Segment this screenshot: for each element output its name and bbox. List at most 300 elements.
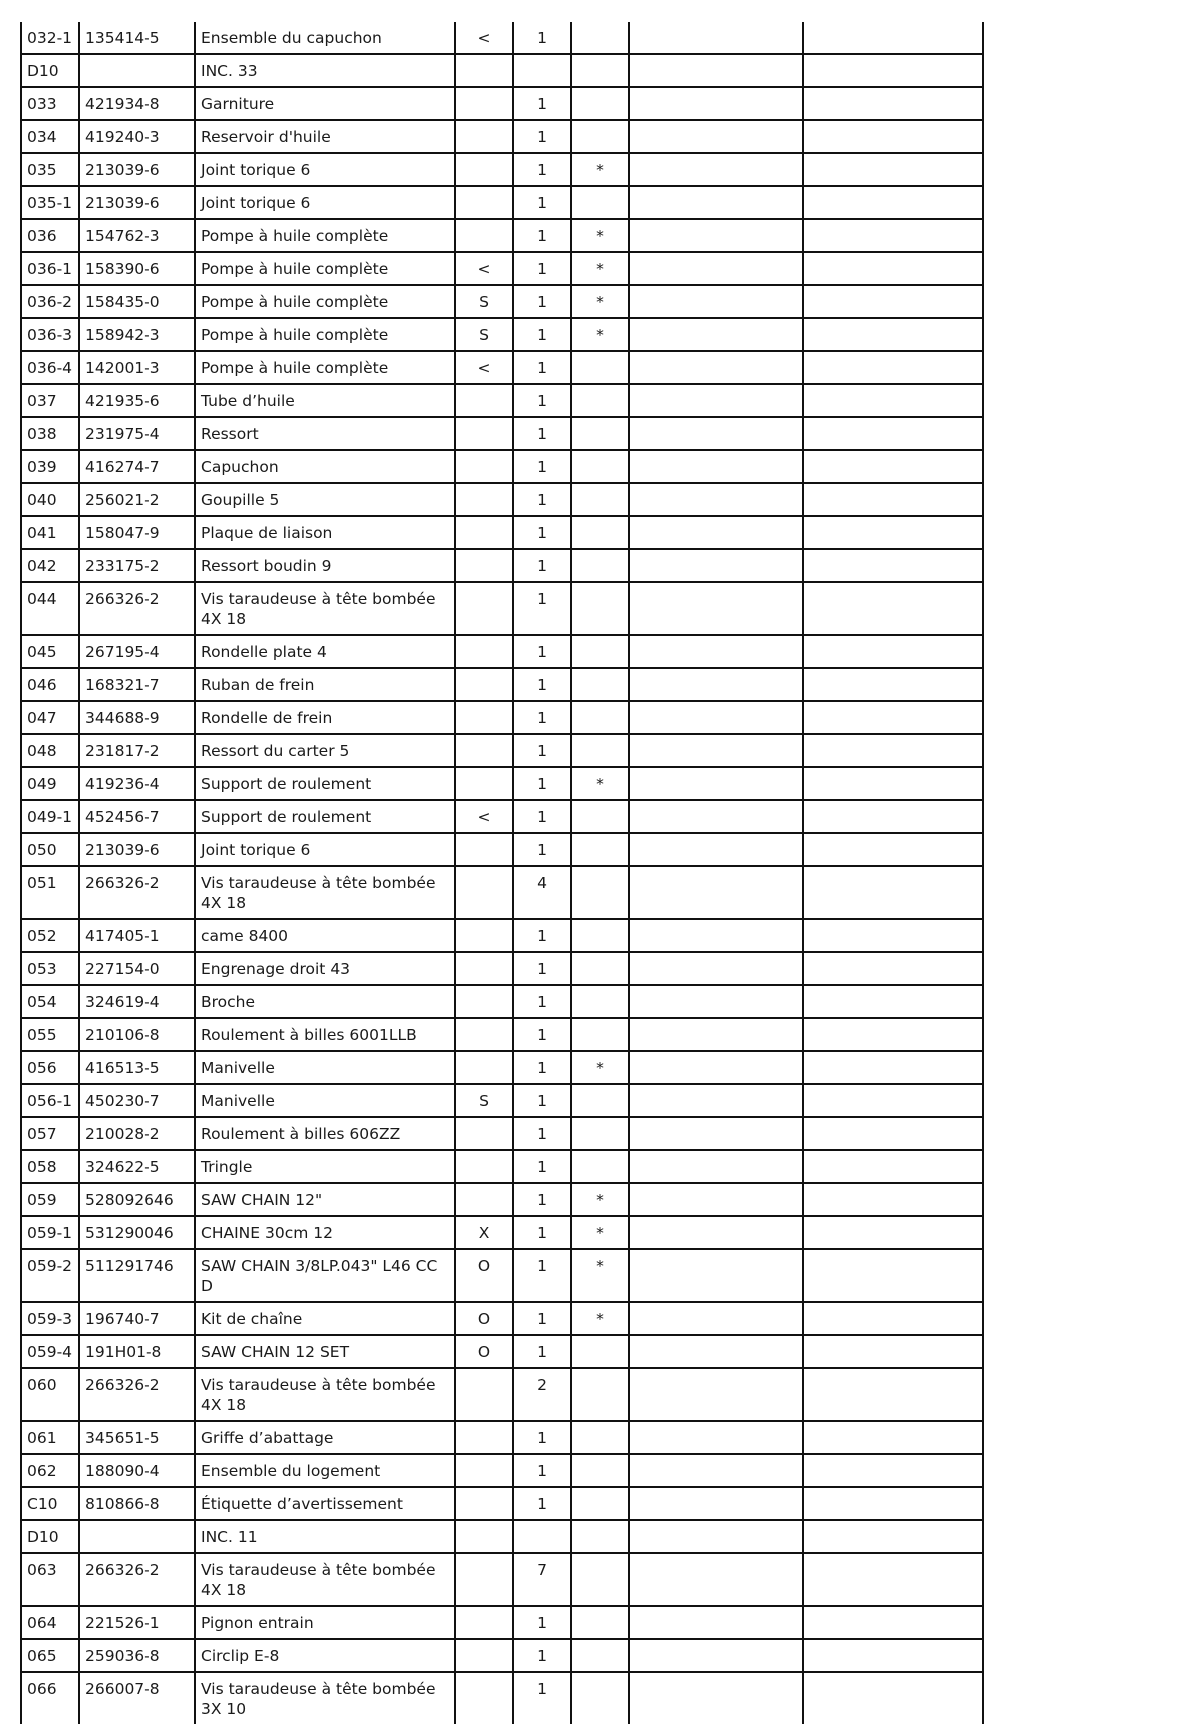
- table-row: [21, 384, 983, 417]
- empty-cell: [803, 318, 983, 351]
- table-row: [21, 1553, 983, 1606]
- table-row: [21, 668, 983, 701]
- item-number-cell: 064: [21, 1606, 79, 1639]
- flag-cell: [571, 351, 629, 384]
- part-number-cell: 158047-9: [79, 516, 195, 549]
- item-number-cell: 063: [21, 1553, 79, 1606]
- part-number-cell: 213039-6: [79, 186, 195, 219]
- note-cell: [455, 1553, 513, 1606]
- description-cell: Pompe à huile complète: [195, 351, 455, 384]
- flag-cell: [571, 1553, 629, 1606]
- flag-cell: [571, 54, 629, 87]
- part-number-cell: 266326-2: [79, 1368, 195, 1421]
- table-row: [21, 1150, 983, 1183]
- flag-cell: [571, 1639, 629, 1672]
- quantity-cell: 1: [513, 1335, 571, 1368]
- table-row: [21, 1421, 983, 1454]
- note-cell: <: [455, 800, 513, 833]
- quantity-cell: 1: [513, 1639, 571, 1672]
- flag-cell: *: [571, 153, 629, 186]
- part-number-cell: 810866-8: [79, 1487, 195, 1520]
- item-number-cell: 036-4: [21, 351, 79, 384]
- table-row: [21, 1606, 983, 1639]
- quantity-cell: 1: [513, 1249, 571, 1302]
- table-row: [21, 701, 983, 734]
- item-number-cell: 039: [21, 450, 79, 483]
- item-number-cell: 038: [21, 417, 79, 450]
- note-cell: [455, 701, 513, 734]
- item-number-cell: 040: [21, 483, 79, 516]
- empty-cell: [803, 54, 983, 87]
- empty-cell: [803, 952, 983, 985]
- empty-cell: [629, 549, 803, 582]
- flag-cell: [571, 417, 629, 450]
- description-cell: Vis taraudeuse à tête bombée 4X 18: [195, 866, 455, 919]
- table-row: [21, 635, 983, 668]
- flag-cell: [571, 1520, 629, 1553]
- table-row: [21, 318, 983, 351]
- flag-cell: *: [571, 767, 629, 800]
- empty-cell: [629, 516, 803, 549]
- description-cell: came 8400: [195, 919, 455, 952]
- note-cell: [455, 417, 513, 450]
- table-row: [21, 866, 983, 919]
- flag-cell: [571, 450, 629, 483]
- item-number-cell: 051: [21, 866, 79, 919]
- empty-cell: [803, 153, 983, 186]
- description-cell: Pompe à huile complète: [195, 285, 455, 318]
- table-row: [21, 833, 983, 866]
- item-number-cell: 059-3: [21, 1302, 79, 1335]
- quantity-cell: 1: [513, 800, 571, 833]
- note-cell: [455, 1639, 513, 1672]
- table-row: [21, 483, 983, 516]
- note-cell: [455, 1606, 513, 1639]
- part-number-cell: 154762-3: [79, 219, 195, 252]
- quantity-cell: 1: [513, 952, 571, 985]
- table-row: [21, 549, 983, 582]
- empty-cell: [629, 450, 803, 483]
- item-number-cell: 054: [21, 985, 79, 1018]
- part-number-cell: 158435-0: [79, 285, 195, 318]
- part-number-cell: 345651-5: [79, 1421, 195, 1454]
- empty-cell: [629, 252, 803, 285]
- part-number-cell: 416513-5: [79, 1051, 195, 1084]
- empty-cell: [629, 635, 803, 668]
- note-cell: [455, 734, 513, 767]
- description-cell: Reservoir d'huile: [195, 120, 455, 153]
- quantity-cell: 1: [513, 919, 571, 952]
- parts-table-body: [21, 22, 983, 1724]
- item-number-cell: 037: [21, 384, 79, 417]
- table-row: [21, 1084, 983, 1117]
- table-row: [21, 1672, 983, 1724]
- empty-cell: [629, 582, 803, 635]
- description-cell: Tube d’huile: [195, 384, 455, 417]
- empty-cell: [629, 701, 803, 734]
- quantity-cell: 1: [513, 1302, 571, 1335]
- table-row: [21, 1051, 983, 1084]
- empty-cell: [629, 285, 803, 318]
- quantity-cell: 1: [513, 1606, 571, 1639]
- item-number-cell: 053: [21, 952, 79, 985]
- item-number-cell: 055: [21, 1018, 79, 1051]
- note-cell: [455, 1454, 513, 1487]
- empty-cell: [629, 734, 803, 767]
- note-cell: X: [455, 1216, 513, 1249]
- empty-cell: [803, 219, 983, 252]
- quantity-cell: 1: [513, 252, 571, 285]
- description-cell: Engrenage droit 43: [195, 952, 455, 985]
- flag-cell: [571, 1368, 629, 1421]
- flag-cell: [571, 1150, 629, 1183]
- empty-cell: [803, 1487, 983, 1520]
- empty-cell: [803, 1018, 983, 1051]
- empty-cell: [629, 866, 803, 919]
- note-cell: [455, 985, 513, 1018]
- empty-cell: [803, 1639, 983, 1672]
- description-cell: Ensemble du logement: [195, 1454, 455, 1487]
- table-row: [21, 985, 983, 1018]
- empty-cell: [803, 635, 983, 668]
- quantity-cell: 1: [513, 668, 571, 701]
- table-row: [21, 516, 983, 549]
- quantity-cell: 1: [513, 1216, 571, 1249]
- flag-cell: [571, 1421, 629, 1454]
- table-row: [21, 186, 983, 219]
- note-cell: [455, 952, 513, 985]
- quantity-cell: 1: [513, 87, 571, 120]
- item-number-cell: D10: [21, 54, 79, 87]
- empty-cell: [629, 417, 803, 450]
- item-number-cell: 044: [21, 582, 79, 635]
- parts-table: [20, 22, 984, 1724]
- note-cell: <: [455, 22, 513, 54]
- empty-cell: [629, 318, 803, 351]
- item-number-cell: 066: [21, 1672, 79, 1724]
- flag-cell: *: [571, 252, 629, 285]
- flag-cell: [571, 985, 629, 1018]
- empty-cell: [803, 1672, 983, 1724]
- empty-cell: [629, 1051, 803, 1084]
- item-number-cell: 056: [21, 1051, 79, 1084]
- empty-cell: [803, 483, 983, 516]
- part-number-cell: 231817-2: [79, 734, 195, 767]
- note-cell: [455, 1421, 513, 1454]
- part-number-cell: 135414-5: [79, 22, 195, 54]
- empty-cell: [629, 153, 803, 186]
- table-row: [21, 1368, 983, 1421]
- flag-cell: [571, 919, 629, 952]
- flag-cell: *: [571, 1302, 629, 1335]
- item-number-cell: 059-2: [21, 1249, 79, 1302]
- part-number-cell: 233175-2: [79, 549, 195, 582]
- empty-cell: [803, 734, 983, 767]
- part-number-cell: 511291746: [79, 1249, 195, 1302]
- note-cell: [455, 120, 513, 153]
- part-number-cell: 419236-4: [79, 767, 195, 800]
- empty-cell: [803, 866, 983, 919]
- quantity-cell: 1: [513, 417, 571, 450]
- description-cell: Joint torique 6: [195, 186, 455, 219]
- item-number-cell: 036-3: [21, 318, 79, 351]
- quantity-cell: 1: [513, 1117, 571, 1150]
- item-number-cell: 065: [21, 1639, 79, 1672]
- quantity-cell: 1: [513, 833, 571, 866]
- quantity-cell: [513, 1520, 571, 1553]
- quantity-cell: 1: [513, 1183, 571, 1216]
- part-number-cell: 531290046: [79, 1216, 195, 1249]
- empty-cell: [629, 800, 803, 833]
- empty-cell: [629, 219, 803, 252]
- flag-cell: [571, 384, 629, 417]
- table-row: [21, 800, 983, 833]
- flag-cell: *: [571, 1183, 629, 1216]
- item-number-cell: 057: [21, 1117, 79, 1150]
- part-number-cell: 158942-3: [79, 318, 195, 351]
- part-number-cell: 210106-8: [79, 1018, 195, 1051]
- flag-cell: [571, 800, 629, 833]
- empty-cell: [629, 1639, 803, 1672]
- item-number-cell: 035: [21, 153, 79, 186]
- empty-cell: [803, 351, 983, 384]
- empty-cell: [629, 1084, 803, 1117]
- description-cell: Circlip E-8: [195, 1639, 455, 1672]
- table-row: [21, 1249, 983, 1302]
- note-cell: [455, 919, 513, 952]
- item-number-cell: 059: [21, 1183, 79, 1216]
- note-cell: S: [455, 1084, 513, 1117]
- empty-cell: [803, 1553, 983, 1606]
- description-cell: Joint torique 6: [195, 153, 455, 186]
- parts-list-page: [20, 22, 982, 1724]
- table-row: [21, 1216, 983, 1249]
- note-cell: [455, 384, 513, 417]
- description-cell: Broche: [195, 985, 455, 1018]
- empty-cell: [803, 549, 983, 582]
- empty-cell: [803, 582, 983, 635]
- quantity-cell: 1: [513, 582, 571, 635]
- description-cell: Griffe d’abattage: [195, 1421, 455, 1454]
- item-number-cell: 042: [21, 549, 79, 582]
- description-cell: Manivelle: [195, 1051, 455, 1084]
- table-row: [21, 1302, 983, 1335]
- note-cell: [455, 668, 513, 701]
- empty-cell: [629, 1520, 803, 1553]
- table-row: [21, 952, 983, 985]
- note-cell: [455, 1672, 513, 1724]
- empty-cell: [803, 186, 983, 219]
- empty-cell: [629, 1117, 803, 1150]
- flag-cell: [571, 952, 629, 985]
- flag-cell: [571, 87, 629, 120]
- part-number-cell: 421935-6: [79, 384, 195, 417]
- item-number-cell: 062: [21, 1454, 79, 1487]
- item-number-cell: 060: [21, 1368, 79, 1421]
- description-cell: Tringle: [195, 1150, 455, 1183]
- flag-cell: [571, 866, 629, 919]
- empty-cell: [629, 668, 803, 701]
- empty-cell: [629, 22, 803, 54]
- quantity-cell: 1: [513, 120, 571, 153]
- empty-cell: [803, 120, 983, 153]
- part-number-cell: 210028-2: [79, 1117, 195, 1150]
- empty-cell: [803, 1249, 983, 1302]
- quantity-cell: 1: [513, 22, 571, 54]
- empty-cell: [629, 952, 803, 985]
- flag-cell: [571, 1117, 629, 1150]
- quantity-cell: 1: [513, 450, 571, 483]
- table-row: [21, 22, 983, 54]
- description-cell: Capuchon: [195, 450, 455, 483]
- description-cell: INC. 11: [195, 1520, 455, 1553]
- flag-cell: [571, 1487, 629, 1520]
- quantity-cell: 1: [513, 186, 571, 219]
- flag-cell: [571, 833, 629, 866]
- item-number-cell: 041: [21, 516, 79, 549]
- empty-cell: [803, 1302, 983, 1335]
- note-cell: [455, 549, 513, 582]
- empty-cell: [803, 87, 983, 120]
- part-number-cell: 256021-2: [79, 483, 195, 516]
- empty-cell: [803, 833, 983, 866]
- flag-cell: *: [571, 285, 629, 318]
- description-cell: Pignon entrain: [195, 1606, 455, 1639]
- empty-cell: [629, 483, 803, 516]
- empty-cell: [803, 1117, 983, 1150]
- empty-cell: [803, 252, 983, 285]
- description-cell: Manivelle: [195, 1084, 455, 1117]
- part-number-cell: 417405-1: [79, 919, 195, 952]
- table-row: [21, 87, 983, 120]
- part-number-cell: 168321-7: [79, 668, 195, 701]
- empty-cell: [803, 417, 983, 450]
- quantity-cell: 1: [513, 384, 571, 417]
- empty-cell: [803, 701, 983, 734]
- quantity-cell: 1: [513, 1051, 571, 1084]
- table-row: [21, 767, 983, 800]
- flag-cell: [571, 1454, 629, 1487]
- table-row: [21, 1520, 983, 1553]
- empty-cell: [803, 1216, 983, 1249]
- empty-cell: [803, 1606, 983, 1639]
- empty-cell: [629, 1018, 803, 1051]
- quantity-cell: 1: [513, 985, 571, 1018]
- item-number-cell: 049-1: [21, 800, 79, 833]
- empty-cell: [629, 1302, 803, 1335]
- table-row: [21, 1183, 983, 1216]
- note-cell: [455, 1183, 513, 1216]
- table-row: [21, 417, 983, 450]
- note-cell: [455, 54, 513, 87]
- empty-cell: [803, 1454, 983, 1487]
- part-number-cell: 158390-6: [79, 252, 195, 285]
- note-cell: [455, 450, 513, 483]
- note-cell: [455, 219, 513, 252]
- item-number-cell: 034: [21, 120, 79, 153]
- flag-cell: [571, 668, 629, 701]
- quantity-cell: 1: [513, 1084, 571, 1117]
- item-number-cell: 036-1: [21, 252, 79, 285]
- flag-cell: [571, 483, 629, 516]
- empty-cell: [803, 767, 983, 800]
- flag-cell: [571, 1018, 629, 1051]
- flag-cell: [571, 1606, 629, 1639]
- description-cell: Pompe à huile complète: [195, 252, 455, 285]
- flag-cell: [571, 701, 629, 734]
- empty-cell: [629, 1249, 803, 1302]
- empty-cell: [803, 919, 983, 952]
- part-number-cell: 191H01-8: [79, 1335, 195, 1368]
- table-row: [21, 351, 983, 384]
- description-cell: Ressort boudin 9: [195, 549, 455, 582]
- item-number-cell: 033: [21, 87, 79, 120]
- item-number-cell: 061: [21, 1421, 79, 1454]
- part-number-cell: 227154-0: [79, 952, 195, 985]
- flag-cell: [571, 549, 629, 582]
- flag-cell: *: [571, 318, 629, 351]
- empty-cell: [629, 1150, 803, 1183]
- part-number-cell: 452456-7: [79, 800, 195, 833]
- table-row: [21, 252, 983, 285]
- description-cell: Goupille 5: [195, 483, 455, 516]
- empty-cell: [629, 384, 803, 417]
- empty-cell: [629, 985, 803, 1018]
- quantity-cell: 1: [513, 219, 571, 252]
- item-number-cell: C10: [21, 1487, 79, 1520]
- table-row: [21, 1487, 983, 1520]
- table-row: [21, 1018, 983, 1051]
- empty-cell: [803, 800, 983, 833]
- empty-cell: [629, 120, 803, 153]
- empty-cell: [803, 384, 983, 417]
- flag-cell: [571, 734, 629, 767]
- empty-cell: [803, 1183, 983, 1216]
- flag-cell: [571, 186, 629, 219]
- empty-cell: [629, 1487, 803, 1520]
- note-cell: <: [455, 252, 513, 285]
- quantity-cell: 1: [513, 1421, 571, 1454]
- flag-cell: [571, 1335, 629, 1368]
- table-row: [21, 54, 983, 87]
- description-cell: Garniture: [195, 87, 455, 120]
- description-cell: Étiquette d’avertissement: [195, 1487, 455, 1520]
- description-cell: SAW CHAIN 12": [195, 1183, 455, 1216]
- quantity-cell: 1: [513, 516, 571, 549]
- table-row: [21, 734, 983, 767]
- part-number-cell: 416274-7: [79, 450, 195, 483]
- empty-cell: [629, 351, 803, 384]
- quantity-cell: 1: [513, 1672, 571, 1724]
- empty-cell: [803, 1150, 983, 1183]
- flag-cell: [571, 635, 629, 668]
- empty-cell: [803, 1335, 983, 1368]
- description-cell: SAW CHAIN 12 SET: [195, 1335, 455, 1368]
- empty-cell: [803, 1084, 983, 1117]
- empty-cell: [803, 1520, 983, 1553]
- description-cell: Rondelle de frein: [195, 701, 455, 734]
- description-cell: Ensemble du capuchon: [195, 22, 455, 54]
- part-number-cell: 221526-1: [79, 1606, 195, 1639]
- part-number-cell: 421934-8: [79, 87, 195, 120]
- part-number-cell: [79, 1520, 195, 1553]
- flag-cell: *: [571, 219, 629, 252]
- note-cell: [455, 1368, 513, 1421]
- table-row: [21, 219, 983, 252]
- description-cell: Joint torique 6: [195, 833, 455, 866]
- part-number-cell: 231975-4: [79, 417, 195, 450]
- part-number-cell: 266326-2: [79, 1553, 195, 1606]
